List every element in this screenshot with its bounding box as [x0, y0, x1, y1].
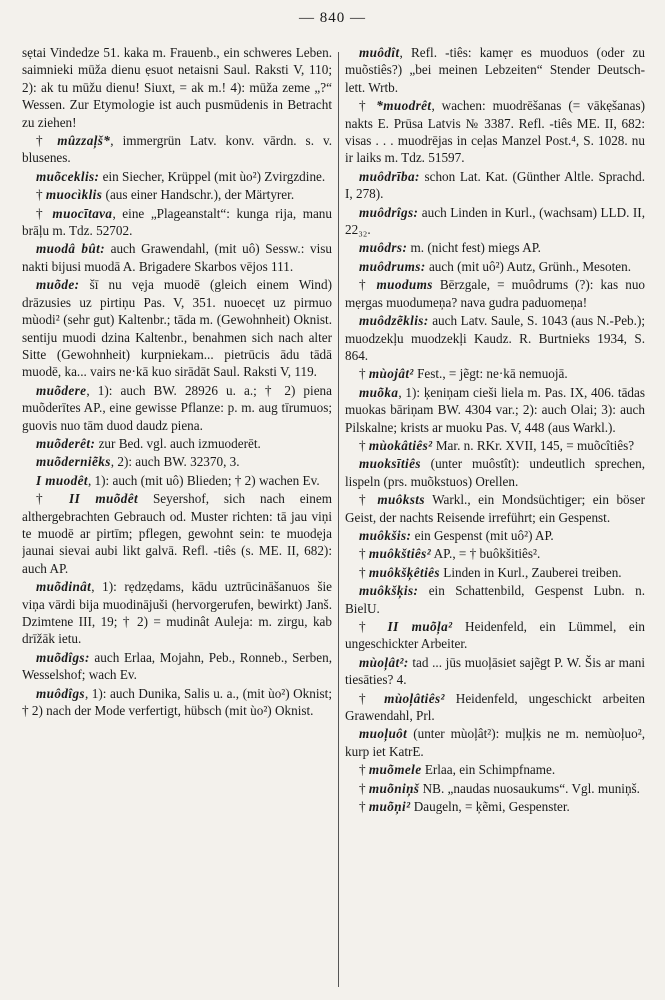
dictionary-entry: [22, 382, 332, 434]
entry-headword: muõde:: [36, 277, 80, 293]
dictionary-entry: [345, 97, 645, 167]
dagger-mark: †: [36, 187, 46, 203]
entry-headword: muõmele: [368, 762, 422, 778]
entry-headword: mùojât²: [368, 366, 414, 382]
dictionary-entry: [22, 186, 332, 203]
entry-text: auch Erlaa, Mojahn, Peb., Ronneb., Serben, Wesselshof; wach Ev.: [22, 649, 332, 683]
entry-text: ein Gespenst (mit uô²) AP.: [411, 527, 554, 543]
entry-text: m. (nicht fest) miegs AP.: [407, 240, 541, 256]
entry-headword: II muõļa²: [387, 619, 453, 634]
dictionary-entry: [22, 453, 332, 470]
entry-headword: muôdrums:: [359, 258, 426, 274]
dictionary-entry: [345, 491, 645, 526]
entry-text: Erlaa, ein Schimpfname.: [421, 762, 556, 778]
entry-text: auch Grawendahl, (mit uô) Sessw.: visu nakti bijusi muodā A. Brigadere Skarbos vējos 111.: [22, 241, 332, 274]
dagger-mark: †: [36, 133, 58, 149]
entry-text: Bērzgale, = muôdrums (?): kas nuo mẹrgas muodumeņa? nava gudra paduomeņa!: [345, 277, 645, 310]
dictionary-entry: [22, 435, 332, 452]
dictionary-entry: [345, 618, 645, 653]
entry-text: sẹtai Vindedze 51. kaka m. Frauenb., ein schweres Leben. saimnieki mūža dienu ẹsuot netaisni Saul. Raksti V, 110; 2): ak tu mūžu dienu! Siuxt, = ak m.! 4): mūža zeme „?“ Wessen. Zur Etymologie ist auch pusmūdenis in Betracht zu ziehen!: [22, 45, 332, 130]
entry-text: Heidenfeld, ungeschickt arbeiten Grawendahl, Prl.: [345, 690, 645, 724]
dictionary-entry: [345, 690, 645, 725]
entry-text: (unter mùoļât²): muļķis ne m. nemùoļuo², kurp iet KatrE.: [345, 726, 645, 759]
dictionary-entry: [345, 384, 645, 436]
dagger-mark: †: [359, 799, 369, 815]
entry-text: , 1): auch BW. 28926 u. a.; † 2) piena muõderītes AP., eine gewisse Pflanze: p. m. aug tīrumuos; guovis nuo tām duod daudz piena.: [22, 382, 332, 433]
dictionary-entry: [345, 798, 645, 815]
dictionary-entry: [22, 132, 332, 167]
dagger-mark: †: [359, 98, 377, 114]
entry-text: tad ... jūs muoļāsiet sajẽgt P. W. Šis ar mani tiesāties? 4.: [345, 654, 645, 688]
entry-text: , 1): ķeniņam cieši liela m. Pas. IX, 406. tādas muokas bāriņam BW. 4304 var.; 2): auch Olai; 3): auch Pilskalne; krists ar muoku Pas. V, 448 (aus Warkl.).: [345, 384, 645, 435]
entry-headword: muôdrs:: [359, 240, 408, 256]
dictionary-entry: [345, 545, 645, 562]
dagger-mark: †: [359, 690, 385, 706]
dagger-mark: †: [36, 491, 70, 507]
entry-text: Mar. n. RKr. XVII, 145, = muõcîtiês?: [432, 437, 635, 453]
entry-headword: muodums: [376, 277, 433, 293]
entry-headword: I muodêt: [36, 472, 88, 488]
dictionary-entry: [22, 240, 332, 275]
left-column: [22, 44, 332, 994]
dagger-mark: †: [359, 546, 369, 562]
dictionary-entry: [345, 761, 645, 778]
dictionary-entry: [345, 168, 645, 203]
dictionary-entry: [345, 258, 645, 275]
column-divider: [338, 52, 339, 987]
entry-text: Seyershof, sich nach einem althergebrachten Gebrauch od. Muster richten: tā jau viņi te muodē ar pirtīm; pflegen, gewohnt sein: te muodẹja jaunai sievai aubi likt galvā. Refl. -tiês (s. ME. II, 682): auch AP.: [22, 491, 332, 576]
page-number: — 840 —: [299, 10, 366, 26]
entry-headword: muõderniẽks: [36, 454, 111, 470]
dictionary-entry: [345, 654, 645, 689]
entry-headword: muôdzẽklis:: [359, 313, 429, 329]
entry-headword: muõka: [359, 384, 399, 400]
entry-text: , 1): auch (mit uô) Blieden; † 2) wachen Ev.: [87, 472, 320, 488]
dictionary-entry: [22, 168, 332, 185]
dictionary-entry: [22, 472, 332, 489]
dictionary-entry: [22, 685, 332, 720]
dictionary-entry: [345, 204, 645, 239]
entry-headword: muoļuôt: [359, 726, 408, 742]
entry-headword: muôdîgs: [36, 685, 85, 701]
dictionary-entry: [345, 365, 645, 382]
entry-headword: II muõdêt: [69, 491, 139, 507]
entry-headword: muocītava: [52, 205, 113, 221]
entry-text: , wachen: muodrēšanas (= vākẹšanas) nakts E. Prūsa Latvis № 3387. Refl. -tiês ME. II, 682: visas . . . muodrējas in ceļas Manzel Post.⁴, S. 1028. nu ir laiks m. Tdz. 51597.: [345, 98, 645, 166]
dagger-mark: †: [359, 780, 369, 796]
entry-headword: muôkštiês²: [368, 546, 432, 562]
entry-headword: muocìklis: [45, 187, 103, 203]
entry-text: , eine „Plageanstalt“: kunga rija, manu brāļu m. Tdz. 52702.: [22, 205, 332, 239]
entry-text: zur Bed. vgl. auch izmuoderēt.: [95, 435, 261, 451]
dagger-mark: †: [359, 277, 377, 293]
dictionary-entry: [345, 239, 645, 256]
entry-text: auch (mit uô²) Autz, Grünh., Mesoten.: [425, 258, 632, 274]
entry-headword: muõņi²: [368, 799, 411, 815]
entry-text: NB. „naudas nuosaukums“. Vgl. muniņš.: [419, 780, 640, 796]
dictionary-entry: [22, 205, 332, 240]
right-column: [345, 44, 645, 994]
entry-text: Daugeln, = ķẽmi, Gespenster.: [410, 799, 570, 815]
entry-headword: muôkšis:: [359, 527, 412, 543]
dagger-mark: †: [359, 437, 369, 453]
entry-text: Fest., = jẽgt: ne·kā nemuojā.: [413, 366, 568, 382]
entry-headword: muoksītiês: [359, 456, 421, 472]
dagger-mark: †: [359, 619, 388, 634]
dictionary-entry: [345, 44, 645, 96]
dictionary-entry: [22, 490, 332, 577]
entry-headword: *muodrêt: [376, 98, 432, 114]
entry-text: auch Latv. Saule, S. 1043 (aus N.-Peb.); muodzekļu muodzekļi Kaudz. R. Burtnieks 1934, S. 864.: [345, 313, 645, 363]
entry-text: Heidenfeld, ein Lümmel, ein ungeschickter Arbeiter.: [345, 619, 645, 652]
dictionary-entry: [22, 44, 332, 131]
dictionary-entry: [22, 578, 332, 648]
dictionary-entry: [345, 582, 645, 617]
entry-text: (aus einer Handschr.), der Märtyrer.: [102, 187, 295, 203]
entry-text: šī nu vẹja muodē (gleich einem Wind) drāzusies uz pirtiņu Pas. V, 351. nuoecẹt uz pirmuo mùodi² (sehr gut) Kaltenbr.; tāda m. (Gewohnheit) Oknist. sentiju muodi dzina Kaltenbr., benahmen sich nach alter Sitte (Gewohnheit) kurpniekam... pietrūcis ādu tādā muodē, ka... vairs ne·kā kuo sirādāt Saul. Raksti V, 119.: [22, 277, 332, 380]
dagger-mark: †: [359, 762, 369, 778]
entry-text: , Refl. -tiês: kamẹr es muoduos (oder zu muõstiês?) „bei meinen Lebzeiten“ Stender Deutsch-lett. Wrtb.: [345, 45, 645, 95]
dictionary-entry: [345, 312, 645, 364]
entry-text: , immergrün Latv. konv. vārdn. s. v. blusenes.: [22, 133, 332, 166]
dictionary-entry: [345, 564, 645, 581]
entry-headword: mùoļâtiês²: [384, 690, 445, 706]
entry-headword: muõdere: [36, 382, 87, 398]
entry-text: schon Lat. Kat. (Günther Altle. Sprachd. I, 278).: [345, 168, 645, 202]
dictionary-entry: [345, 780, 645, 797]
entry-headword: muôdrîgs:: [359, 204, 419, 220]
dictionary-entry: [345, 725, 645, 760]
entry-headword: muõceklis:: [36, 168, 100, 184]
dictionary-entry: [22, 649, 332, 684]
dagger-mark: †: [36, 205, 53, 221]
entry-headword: muôksts: [377, 492, 425, 508]
dictionary-entry: [345, 455, 645, 490]
dagger-mark: †: [359, 366, 369, 382]
entry-text: auch Linden in Kurl., (wachsam) LLD. II, 22₃₂.: [345, 204, 645, 238]
entry-text: AP., = † buôkšitiês².: [431, 546, 541, 562]
dictionary-entry: [22, 276, 332, 380]
entry-text: ein Siecher, Krüppel (mit ùo²) Zvirgzdine.: [99, 168, 326, 184]
dagger-mark: †: [359, 492, 378, 508]
entry-headword: muôkšķêtiês: [368, 564, 440, 580]
dictionary-entry: [345, 437, 645, 454]
entry-text: , 1): rẹdzẹdams, kādu uztrūcināšanuos šie viņa vārdi bija muodinājuši (hervorgerufen, bewirkt) Janš. Dzimtene III, 19; † 2) = mudinât Auleja: m. zirgu, kab drīžāk ietu.: [22, 579, 332, 647]
entry-headword: mùokâtiês²: [368, 437, 433, 453]
entry-text: ein Schattenbild, Gespenst Lubn. n. BielU.: [345, 583, 645, 616]
entry-headword: muõdinât: [36, 579, 92, 595]
entry-headword: muõdîgs:: [36, 649, 90, 665]
entry-headword: muôkšķis:: [359, 583, 419, 599]
entry-text: Warkl., ein Mondsüchtiger; ein böser Geist, der nachts Reisende irreführt; ein Gespenst.: [345, 492, 645, 525]
entry-headword: mùoļât²:: [359, 654, 409, 670]
entry-headword: muôdrība:: [359, 168, 420, 184]
entry-text: , 2): auch BW. 32370, 3.: [110, 454, 240, 470]
dictionary-entry: [345, 527, 645, 544]
entry-text: Linden in Kurl., Zauberei treiben.: [439, 564, 622, 580]
entry-text: (unter muôstît): undeutlich sprechen, lispeln (prs. muõkstuos) Orellen.: [345, 456, 645, 489]
dagger-mark: †: [359, 564, 369, 580]
dictionary-entry: [345, 276, 645, 311]
entry-headword: mûzzaļš*: [57, 133, 111, 149]
entry-headword: muõderêt:: [36, 435, 96, 451]
entry-headword: muõniņš: [368, 780, 420, 796]
entry-headword: muôdît: [359, 45, 400, 60]
entry-headword: muodâ bût:: [36, 241, 105, 257]
entry-text: , 1): auch Dunika, Salis u. a., (mit ùo²) Oknist; † 2) nach der Mode verfertigt, hübsch (mit ùo²) Oknist.: [22, 685, 332, 719]
